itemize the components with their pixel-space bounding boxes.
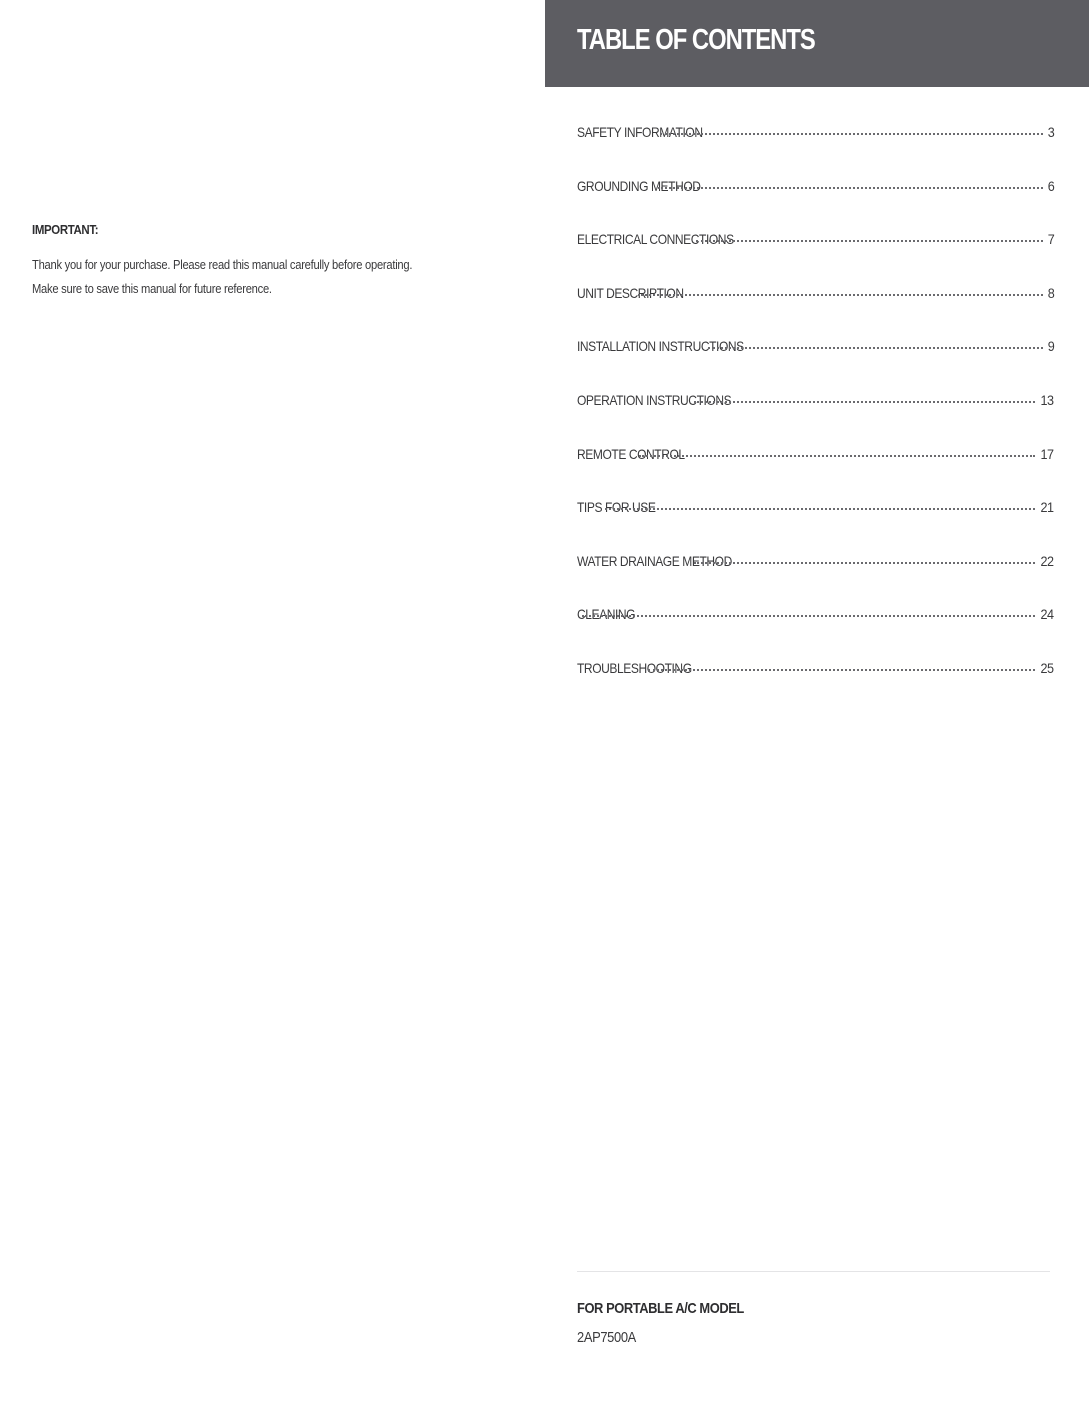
toc-entry-label: CLEANING — [577, 606, 636, 623]
toc-entry-label: TROUBLESHOOTING — [577, 659, 692, 676]
toc-entry-remote-control[interactable] — [577, 446, 1054, 500]
toc-entry-page: 13 — [1040, 391, 1054, 408]
toc-entry-cleaning[interactable] — [577, 606, 1054, 660]
toc-entry-tips-for-use[interactable] — [577, 499, 1054, 553]
important-text — [32, 253, 512, 301]
toc-entry-label: SAFETY INFORMATION — [577, 124, 703, 140]
toc-dot-leader — [582, 615, 1036, 617]
toc-entry-page: 9 — [1047, 338, 1054, 355]
toc-dot-leader — [660, 133, 1042, 135]
right-page — [545, 0, 1089, 1409]
toc-entry-page: 25 — [1040, 659, 1054, 676]
toc-entry-page: 7 — [1047, 231, 1054, 248]
important-notice — [32, 222, 512, 301]
model-heading: FOR PORTABLE A/C MODEL — [577, 1300, 744, 1317]
toc-dot-leader — [696, 240, 1042, 242]
toc-entry-grounding-method[interactable] — [577, 178, 1054, 232]
toc-entry-page: 17 — [1040, 445, 1054, 462]
toc-entry-page: 22 — [1040, 552, 1054, 569]
toc-entry-operation-instructions[interactable] — [577, 392, 1054, 446]
toc-entry-safety-information[interactable] — [577, 124, 1054, 178]
important-line-save-manual: Make sure to save this manual for future reference. — [32, 281, 272, 296]
footer-divider — [577, 1271, 1050, 1272]
toc-dot-leader — [638, 294, 1042, 296]
toc-dot-leader — [639, 455, 1035, 457]
toc-entry-label: GROUNDING METHOD — [577, 177, 701, 194]
toc-entry-electrical-connections[interactable] — [577, 231, 1054, 285]
toc-entry-page: 21 — [1040, 499, 1054, 516]
model-number: 2AP7500A — [577, 1329, 636, 1346]
toc-entry-label: INSTALLATION INSTRUCTIONS — [577, 338, 744, 355]
toc-dot-leader — [658, 187, 1043, 189]
important-heading: IMPORTANT: — [32, 222, 99, 237]
toc-dot-leader — [648, 669, 1036, 671]
toc-entry-page: 6 — [1047, 177, 1054, 194]
toc-entry-page: 8 — [1047, 284, 1054, 301]
toc-entry-label: UNIT DESCRIPTION — [577, 284, 684, 301]
toc-dot-leader — [694, 401, 1036, 403]
toc-entry-page: 3 — [1047, 124, 1054, 140]
toc-entry-label: REMOTE CONTROL — [577, 445, 685, 462]
toc-entry-troubleshooting[interactable] — [577, 660, 1054, 714]
toc-dot-leader — [708, 347, 1043, 349]
toc-entry-unit-description[interactable] — [577, 285, 1054, 339]
toc-entry-water-drainage-method[interactable] — [577, 553, 1054, 607]
toc-entry-label: TIPS FOR USE — [577, 499, 656, 516]
toc-entry-label: WATER DRAINAGE METHOD — [577, 552, 732, 569]
toc-entry-page: 24 — [1040, 606, 1054, 623]
toc-title: TABLE OF CONTENTS — [577, 24, 815, 56]
toc-entry-installation-instructions[interactable] — [577, 338, 1054, 392]
important-line-purchase: Thank you for your purchase. Please read this manual carefully before operating. — [32, 257, 413, 272]
toc-list — [577, 124, 1054, 714]
toc-dot-leader — [605, 508, 1035, 510]
toc-header-banner — [545, 0, 1089, 87]
toc-dot-leader — [694, 562, 1035, 564]
toc-entry-label: OPERATION INSTRUCTIONS — [577, 391, 732, 408]
toc-entry-label: ELECTRICAL CONNECTIONS — [577, 231, 734, 248]
